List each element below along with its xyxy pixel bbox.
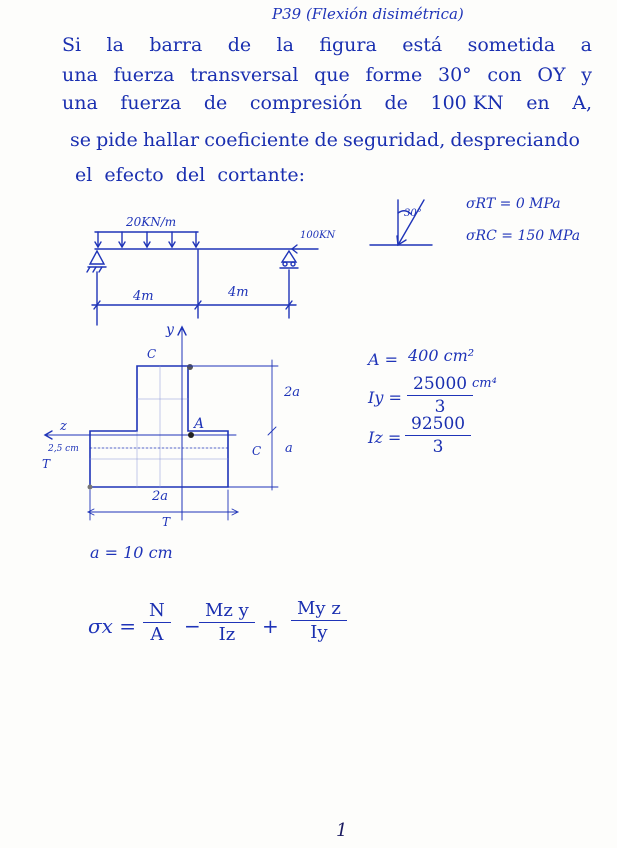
dim-2a-right-label: 2a bbox=[284, 385, 301, 400]
statement-line-5: el efecto del cortante: bbox=[75, 164, 305, 186]
formula-term1 bbox=[146, 600, 168, 645]
point-top bbox=[187, 364, 193, 370]
angle-diagram bbox=[370, 200, 432, 245]
term1-denominator: A bbox=[143, 622, 171, 645]
left-support bbox=[87, 251, 106, 272]
statement-line-4: se pide hallar coeficiente de seguridad, despreciando bbox=[70, 129, 580, 151]
term3-numerator: My z bbox=[297, 598, 341, 619]
right-support bbox=[280, 251, 298, 268]
dim-2a-bottom-label: 2a bbox=[152, 489, 169, 504]
iy-numerator: 25000 bbox=[413, 374, 468, 394]
axial-force-arrow bbox=[292, 245, 318, 253]
sigma-rt: σRT = 0 MPa bbox=[466, 196, 561, 212]
section-outline bbox=[90, 366, 228, 487]
point-bottom-left bbox=[88, 485, 93, 490]
dim-a-right-label: a bbox=[285, 441, 293, 456]
formula-term3 bbox=[294, 598, 344, 643]
iy-unit: cm⁴ bbox=[472, 376, 497, 391]
formula-lhs: σx = bbox=[88, 614, 137, 638]
iz-numerator: 92500 bbox=[411, 414, 466, 434]
statement-line-2: una fuerza transversal que forme 30° con OY y bbox=[62, 64, 592, 86]
span1-label: 4m bbox=[133, 289, 154, 304]
sigma-rc: σRC = 150 MPa bbox=[466, 228, 581, 244]
iz-lhs: Iz = bbox=[368, 428, 402, 447]
area-value: 400 cm² bbox=[408, 346, 475, 365]
formula-op1: − bbox=[184, 614, 201, 638]
compression-right-label: C bbox=[252, 444, 262, 458]
span2-label: 4m bbox=[228, 285, 249, 300]
iy-denominator: 3 bbox=[407, 395, 473, 417]
term1-numerator: N bbox=[149, 600, 165, 621]
statement-line-1: Si la barra de la figura está sometida a bbox=[62, 34, 592, 56]
compression-top-label: C bbox=[147, 347, 157, 361]
iy-lhs: Iy = bbox=[368, 388, 402, 407]
z-axis-label: z bbox=[60, 419, 67, 434]
term2-numerator: Mz y bbox=[205, 600, 249, 621]
term2-denominator: Iz bbox=[199, 622, 255, 645]
formula-term2 bbox=[202, 600, 252, 645]
point-A-label: A bbox=[194, 416, 205, 432]
force-label: 100KN bbox=[300, 230, 336, 241]
beam-diagram bbox=[87, 232, 318, 325]
span-dimension-line bbox=[92, 250, 296, 325]
page-number: 1 bbox=[336, 820, 348, 841]
problem-header: P39 (Flexión disimétrica) bbox=[272, 5, 464, 23]
tension-left-label: T bbox=[42, 457, 51, 471]
iz-denominator: 3 bbox=[405, 435, 471, 457]
dim-offset-label: 2,5 cm bbox=[48, 444, 79, 454]
iz-fraction bbox=[408, 414, 468, 457]
y-axis-label: y bbox=[166, 322, 174, 338]
a-value: a = 10 cm bbox=[90, 543, 173, 562]
formula-op2: + bbox=[262, 614, 279, 638]
term3-denominator: Iy bbox=[291, 620, 347, 643]
tension-bottom-label: T bbox=[162, 515, 171, 529]
load-arrows bbox=[95, 232, 199, 247]
section-grid bbox=[90, 366, 228, 487]
iy-fraction bbox=[410, 374, 470, 417]
point-A-dot bbox=[188, 432, 194, 438]
statement-line-3: una fuerza de compresión de 100 KN en A, bbox=[62, 92, 592, 114]
area-lhs: A = bbox=[368, 350, 399, 369]
angle-label: 30° bbox=[404, 208, 422, 219]
load-label: 20KN/m bbox=[126, 215, 177, 229]
